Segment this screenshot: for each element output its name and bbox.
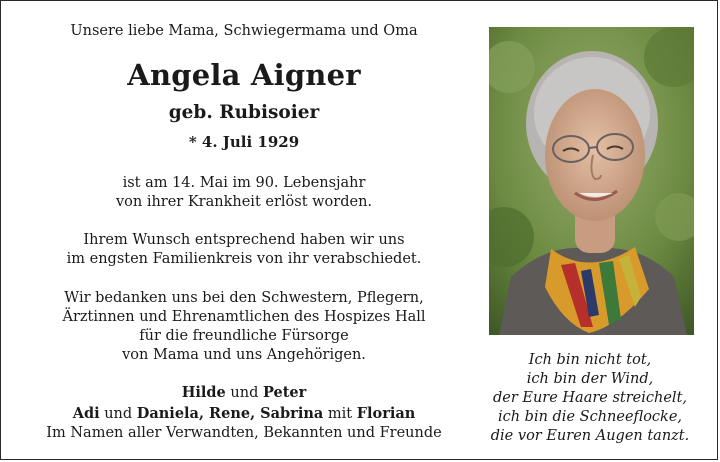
poem-line: die vor Euren Augen tanzt. bbox=[490, 428, 690, 444]
poem-line: der Eure Haare streichelt, bbox=[492, 390, 688, 406]
death-line: von ihrer Krankheit erlöst worden. bbox=[115, 194, 373, 210]
poem-line: ich bin die Schneeflocke, bbox=[497, 409, 683, 425]
farewell-statement bbox=[21, 231, 467, 269]
family-line-3: Im Namen aller Verwandten, Bekannten und Freunde bbox=[46, 425, 442, 441]
thanks-statement bbox=[21, 289, 467, 365]
death-announcement bbox=[21, 174, 467, 212]
farewell-line: im engsten Familienkreis von ihr verabschiedet. bbox=[66, 251, 422, 267]
family-name: Hilde bbox=[181, 384, 226, 401]
conjunction: und bbox=[225, 385, 263, 401]
family-name: Daniela, Rene, Sabrina bbox=[136, 404, 324, 422]
memorial-poem bbox=[477, 351, 703, 446]
death-line: ist am 14. Mai im 90. Lebensjahr bbox=[122, 175, 366, 191]
poem-line: ich bin der Wind, bbox=[526, 371, 654, 387]
thanks-line: Ärztinnen und Ehrenamtlichen des Hospizes Hall bbox=[62, 309, 426, 325]
farewell-line: Ihrem Wunsch entsprechend haben wir uns bbox=[83, 232, 405, 248]
portrait-photo bbox=[489, 27, 694, 335]
birth-name: geb. Rubisoier bbox=[168, 102, 320, 123]
deceased-name: Angela Aigner bbox=[127, 58, 361, 92]
poem-line: Ich bin nicht tot, bbox=[528, 352, 652, 368]
portrait-illustration bbox=[489, 27, 694, 335]
family-name: Adi bbox=[72, 404, 100, 422]
conjunction: und bbox=[99, 405, 137, 422]
family-line-2 bbox=[21, 404, 467, 425]
family-signature bbox=[21, 383, 467, 444]
birth-date: * 4. Juli 1929 bbox=[188, 133, 300, 151]
conjunction: mit bbox=[323, 405, 357, 422]
thanks-line: Wir bedanken uns bei den Schwestern, Pflegern, bbox=[64, 290, 424, 306]
family-name: Peter bbox=[262, 384, 307, 401]
thanks-line: von Mama und uns Angehörigen. bbox=[122, 347, 366, 363]
family-name: Florian bbox=[356, 404, 416, 422]
family-line-1 bbox=[21, 383, 467, 404]
thanks-line: für die freundliche Fürsorge bbox=[139, 328, 349, 344]
intro-line: Unsere liebe Mama, Schwiegermama und Oma bbox=[70, 23, 418, 39]
